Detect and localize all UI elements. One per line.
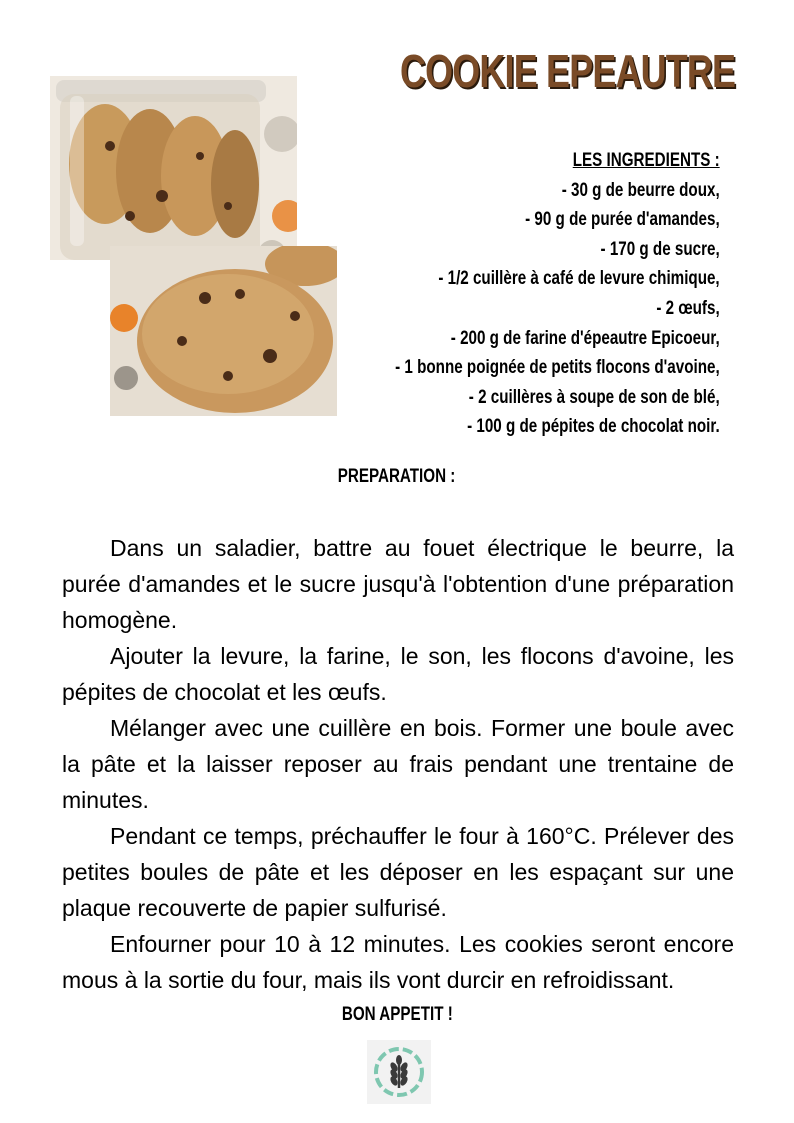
bon-appetit-text: BON APPETIT ! — [341, 1004, 453, 1025]
ingredient-item: - 2 cuillères à soupe de son de blé, — [469, 386, 720, 408]
cookie-closeup-photo — [110, 246, 337, 416]
ingredient-item: - 30 g de beurre doux, — [562, 179, 720, 201]
cookie-jar-photo — [50, 76, 297, 260]
ingredient-item: - 1/2 cuillère à café de levure chimique, — [438, 268, 720, 290]
recipe-title: COOKIE EPEAUTRE — [400, 45, 736, 97]
preparation-steps — [62, 530, 734, 998]
ingredient-item: - 1 bonne poignée de petits flocons d'avoine, — [395, 357, 720, 379]
preparation-heading — [0, 466, 794, 488]
preparation-paragraph: Ajouter la levure, la farine, le son, les flocons d'avoine, les pépites de chocolat et les œufs. — [62, 643, 734, 705]
preparation-paragraph: Pendant ce temps, préchauffer le four à 160°C. Prélever des petites boules de pâte et les déposer en les espaçant sur une plaque recouverte de papier sulfurisé. — [62, 823, 734, 921]
wheat-logo — [367, 1040, 431, 1104]
ingredient-item: - 100 g de pépites de chocolat noir. — [467, 416, 720, 438]
ingredient-item: - 200 g de farine d'épeautre Epicoeur, — [451, 327, 720, 349]
preparation-paragraph: Mélanger avec une cuillère en bois. Former une boule avec la pâte et la laisser reposer au frais pendant une trentaine de minutes. — [62, 715, 734, 813]
ingredients-list — [314, 146, 720, 442]
preparation-paragraph: Enfourner pour 10 à 12 minutes. Les cookies seront encore mous à la sortie du four, mais ils vont durcir en refroidissant. — [62, 931, 734, 993]
bon-appetit — [0, 1004, 794, 1026]
ingredient-item: - 2 œufs, — [656, 297, 720, 319]
ingredients-heading: LES INGREDIENTS : — [573, 150, 720, 171]
wheat-icon — [367, 1040, 431, 1104]
ingredient-item: - 170 g de sucre, — [600, 238, 720, 260]
ingredient-item: - 90 g de purée d'amandes, — [525, 209, 720, 231]
cookie-jar-illustration — [50, 76, 297, 260]
preparation-paragraph: Dans un saladier, battre au fouet électrique le beurre, la purée d'amandes et le sucre jusqu'à l'obtention d'une préparation homogène. — [62, 535, 734, 633]
preparation-heading-text: PREPARATION : — [338, 466, 456, 487]
cookie-closeup-illustration — [110, 246, 337, 416]
